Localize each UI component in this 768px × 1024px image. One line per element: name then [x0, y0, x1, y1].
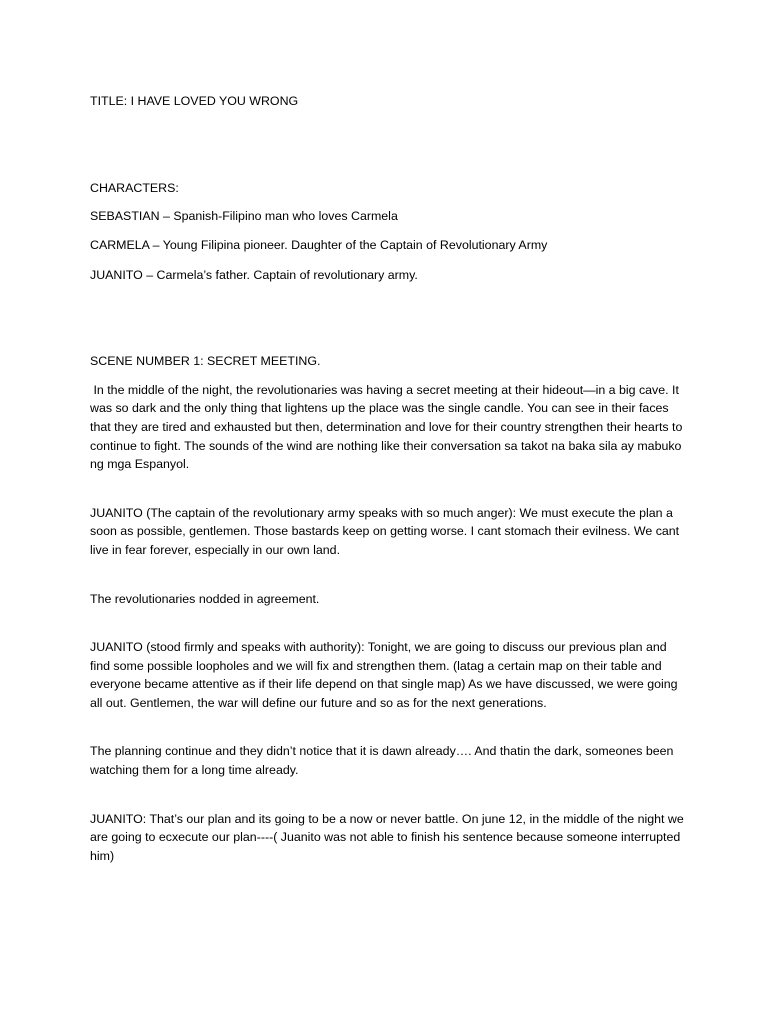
- characters-heading: CHARACTERS:: [90, 180, 179, 195]
- document-title: TITLE: I HAVE LOVED YOU WRONG: [90, 94, 299, 108]
- paragraph-juanito-anger: JUANITO (The captain of the revolutionary army speaks with so much anger): We must execute the plan a soon as possible, gentlemen. Those bastards keep on getting worse. I cant stomach their evilness. We cant live in fear forever, especially in our own land.: [90, 505, 680, 557]
- character-sebastian: SEBASTIAN – Spanish-Filipino man who loves Carmela: [90, 209, 398, 224]
- character-juanito: JUANITO – Carmela’s father. Captain of revolutionary army.: [90, 267, 418, 282]
- scene-heading: SCENE NUMBER 1: SECRET MEETING.: [90, 354, 321, 369]
- paragraph-intro: In the middle of the night, the revolutionaries was having a secret meeting at their hideout—in a big cave. It was so dark and the only thing that lightens up the place was the single candle. You can see in their faces that they are tired and exhausted but then, determination and love for their country strengthen their hearts to continue to fight. The sounds of the wind are nothing like their conversation sa takot na baka sila ay mabuko ng mga Espanyol.: [90, 382, 686, 472]
- paragraph-agreement: The revolutionaries nodded in agreement.: [90, 591, 320, 606]
- character-carmela: CARMELA – Young Filipina pioneer. Daughter of the Captain of Revolutionary Army: [90, 238, 548, 253]
- document-page: [90, 92, 690, 895]
- paragraph-planning: The planning continue and they didn’t notice that it is dawn already…. And thatin the dark, someones been watching them for a long time already.: [90, 744, 674, 778]
- paragraph-juanito-authority: JUANITO (stood firmly and speaks with authority): Tonight, we are going to discuss our previous plan and find some possible loopholes and we will fix and strengthen them. (latag a certain map on their table and everyone became attentive as if their life depend on that single map) As we have discussed, we were going all out. Gentlemen, the war will define our future and so as for the next generations.: [90, 640, 678, 710]
- paragraph-juanito-plan: JUANITO: That’s our plan and its going to be a now or never battle. On june 12, in the middle of the night we are going to ecxecute our plan----( Juanito was not able to finish his sentence because someone interrupted him): [90, 811, 684, 863]
